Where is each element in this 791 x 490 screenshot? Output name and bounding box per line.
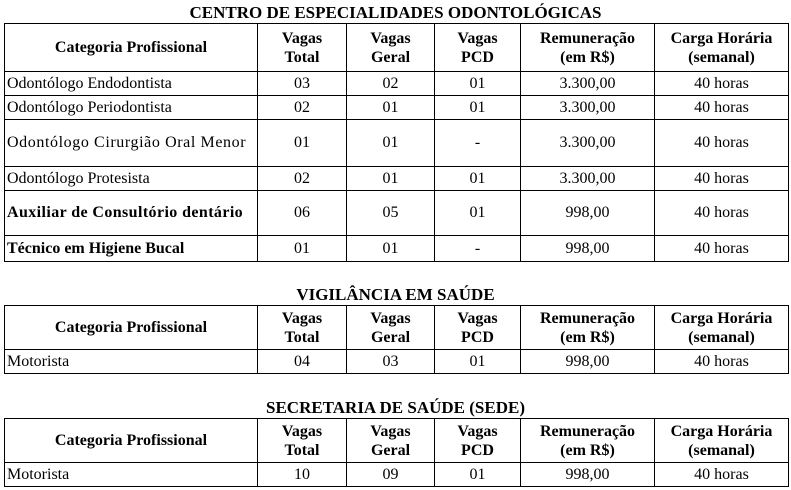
table-row xyxy=(5,463,789,487)
table-row xyxy=(5,191,789,236)
header-vagas-pcd: Vagas PCD xyxy=(435,419,521,463)
cell-vagas-total: 10 xyxy=(258,463,347,487)
cell-remuneracao: 998,00 xyxy=(521,191,655,236)
section-title-ceo: CENTRO DE ESPECIALIDADES ODONTOLÓGICAS xyxy=(189,3,602,22)
cell-carga-horaria: 40 horas xyxy=(655,96,789,120)
header-categoria: Categoria Profissional xyxy=(5,419,258,463)
cell-carga-horaria: 40 horas xyxy=(655,191,789,236)
header-vagas-pcd: Vagas PCD xyxy=(435,306,521,350)
cell-vagas-geral: 05 xyxy=(347,191,435,236)
cell-remuneracao: 3.300,00 xyxy=(521,120,655,167)
cell-carga-horaria: 40 horas xyxy=(655,72,789,96)
header-vagas-geral: Vagas Geral xyxy=(347,306,435,350)
header-carga-horaria: Carga Horária (semanal) xyxy=(655,24,789,72)
cell-categoria: Odontólogo Endodontista xyxy=(5,72,258,96)
header-carga-horaria: Carga Horária (semanal) xyxy=(655,419,789,463)
table-header-row xyxy=(5,419,789,463)
cell-vagas-pcd: 01 xyxy=(435,72,521,96)
cell-vagas-geral: 09 xyxy=(347,463,435,487)
header-vagas-total: Vagas Total xyxy=(258,306,347,350)
cell-vagas-total: 04 xyxy=(258,350,347,374)
cell-vagas-total: 02 xyxy=(258,167,347,191)
header-remuneracao: Remuneração (em R$) xyxy=(521,24,655,72)
cell-categoria: Auxiliar de Consultório dentário xyxy=(5,191,258,236)
cell-vagas-pcd: 01 xyxy=(435,191,521,236)
cell-categoria: Odontólogo Cirurgião Oral Menor xyxy=(5,120,258,167)
cell-vagas-geral: 02 xyxy=(347,72,435,96)
cell-vagas-geral: 01 xyxy=(347,167,435,191)
header-remuneracao: Remuneração (em R$) xyxy=(521,419,655,463)
table-row xyxy=(5,72,789,96)
table-row xyxy=(5,120,789,167)
header-vagas-total: Vagas Total xyxy=(258,419,347,463)
cell-categoria: Motorista xyxy=(5,350,258,374)
table-ceo xyxy=(4,23,789,262)
table-vigilancia xyxy=(4,305,789,374)
header-vagas-pcd: Vagas PCD xyxy=(435,24,521,72)
cell-vagas-total: 02 xyxy=(258,96,347,120)
header-remuneracao: Remuneração (em R$) xyxy=(521,306,655,350)
header-vagas-geral: Vagas Geral xyxy=(347,419,435,463)
cell-vagas-pcd: 01 xyxy=(435,167,521,191)
cell-categoria: Odontólogo Periodontista xyxy=(5,96,258,120)
cell-remuneracao: 3.300,00 xyxy=(521,96,655,120)
cell-categoria: Motorista xyxy=(5,463,258,487)
cell-vagas-geral: 01 xyxy=(347,120,435,167)
cell-vagas-total: 03 xyxy=(258,72,347,96)
cell-remuneracao: 998,00 xyxy=(521,236,655,262)
cell-carga-horaria: 40 horas xyxy=(655,167,789,191)
cell-remuneracao: 998,00 xyxy=(521,350,655,374)
cell-vagas-total: 06 xyxy=(258,191,347,236)
cell-vagas-pcd: 01 xyxy=(435,350,521,374)
table-row xyxy=(5,350,789,374)
section-title-secretaria: SECRETARIA DE SAÚDE (SEDE) xyxy=(266,398,525,417)
table-header-row xyxy=(5,24,789,72)
header-vagas-geral: Vagas Geral xyxy=(347,24,435,72)
cell-vagas-geral: 01 xyxy=(347,96,435,120)
table-secretaria xyxy=(4,418,789,487)
cell-carga-horaria: 40 horas xyxy=(655,350,789,374)
cell-carga-horaria: 40 horas xyxy=(655,120,789,167)
cell-vagas-total: 01 xyxy=(258,120,347,167)
table-row xyxy=(5,236,789,262)
cell-vagas-pcd: 01 xyxy=(435,463,521,487)
cell-carga-horaria: 40 horas xyxy=(655,236,789,262)
table-row xyxy=(5,96,789,120)
cell-remuneracao: 998,00 xyxy=(521,463,655,487)
cell-carga-horaria: 40 horas xyxy=(655,463,789,487)
cell-vagas-geral: 03 xyxy=(347,350,435,374)
header-vagas-total: Vagas Total xyxy=(258,24,347,72)
cell-vagas-pcd: - xyxy=(435,236,521,262)
section-title-vigilancia: VIGILÂNCIA EM SAÚDE xyxy=(296,285,495,304)
header-categoria: Categoria Profissional xyxy=(5,24,258,72)
header-categoria: Categoria Profissional xyxy=(5,306,258,350)
table-row xyxy=(5,167,789,191)
cell-vagas-geral: 01 xyxy=(347,236,435,262)
cell-categoria: Técnico em Higiene Bucal xyxy=(5,236,258,262)
header-carga-horaria: Carga Horária (semanal) xyxy=(655,306,789,350)
cell-vagas-total: 01 xyxy=(258,236,347,262)
cell-remuneracao: 3.300,00 xyxy=(521,167,655,191)
cell-vagas-pcd: - xyxy=(435,120,521,167)
cell-vagas-pcd: 01 xyxy=(435,96,521,120)
cell-remuneracao: 3.300,00 xyxy=(521,72,655,96)
table-header-row xyxy=(5,306,789,350)
cell-categoria: Odontólogo Protesista xyxy=(5,167,258,191)
